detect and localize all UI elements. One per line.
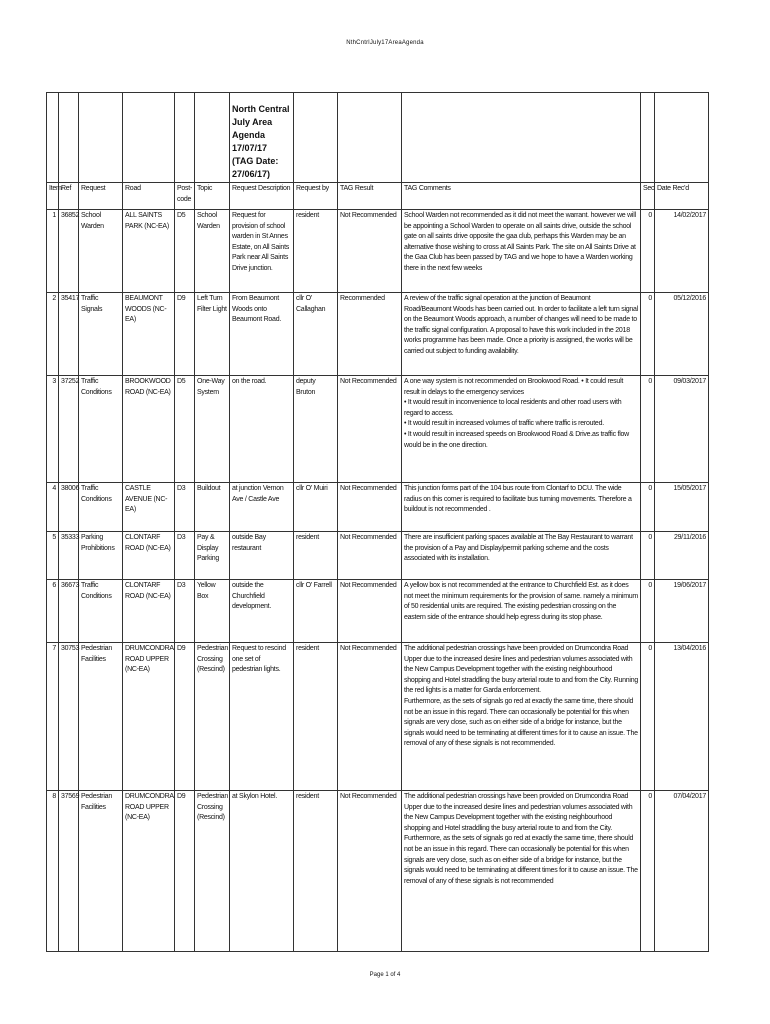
cell-ref: 36852 — [59, 210, 79, 293]
cell-tag-comments: School Warden not recommended as it did not meet the warrant. however we will be appointing a School Warden to operate on all saints drive, outside the school gate on all saints drive opposite the gaa club, perhaps this Warden may be an alternative those wishing to cross at All Saints Park. The site on All Saints Drive at the Gaa Club has been passed by TAG and we hope to have a Warden working there in the next few weeks — [402, 210, 641, 293]
cell-request-by: deputy Bruton — [294, 376, 338, 483]
cell-request-description: at junction Vernon Ave / Castle Ave — [230, 483, 294, 532]
cell-ref: 35333 — [59, 532, 79, 580]
cell-ref: 30753 — [59, 643, 79, 791]
agenda-title-line: North Central — [232, 104, 290, 114]
agenda-title-line: 27/06/17) — [232, 169, 271, 179]
cell-date-recd: 07/04/2017 — [655, 791, 709, 952]
table-row — [47, 483, 709, 532]
cell-postcode: D9 — [175, 293, 195, 376]
cell-date-recd: 05/12/2016 — [655, 293, 709, 376]
cell-request-description: Request to rescind one set of pedestrian lights. — [230, 643, 294, 791]
cell-sec: 0 — [641, 376, 655, 483]
column-header-ref: Ref — [59, 183, 79, 210]
cell-postcode: D3 — [175, 580, 195, 643]
cell-request: Traffic Conditions — [79, 483, 123, 532]
cell-ref: 36673 — [59, 580, 79, 643]
cell-ref: 38006 — [59, 483, 79, 532]
column-header-postcode: Post- code — [175, 183, 195, 210]
column-header-tag-result: TAG Result — [338, 183, 402, 210]
cell-road: DRUMCONDRA ROAD UPPER (NC-EA) — [123, 791, 175, 952]
cell-request-description: Request for provision of school warden in St Annes Estate, on All Saints Park near All Saints Drive junction. — [230, 210, 294, 293]
agenda-title — [230, 93, 294, 183]
cell-request-by: resident — [294, 791, 338, 952]
column-header-sec: Sec — [641, 183, 655, 210]
cell-road: DRUMCONDRA ROAD UPPER (NC-EA) — [123, 643, 175, 791]
cell-sec: 0 — [641, 210, 655, 293]
cell-tag-comments: A one way system is not recommended on Brookwood Road. • It could result result in delays to the emergency services • It would result in inconvenience to local residents and other road users with regard to access. • It would result in increased volumes of traffic where traffic is rerouted. • It would result in increased speeds on Brookwood Road & Drive.as traffic flow would be in the one direction. — [402, 376, 641, 483]
table-row — [47, 532, 709, 580]
cell-request-by: resident — [294, 643, 338, 791]
agenda-title-line: Agenda 17/07/17 — [232, 130, 268, 153]
cell-item: 6 — [47, 580, 59, 643]
cell-item: 8 — [47, 791, 59, 952]
cell-tag-result: Not Recommended — [338, 580, 402, 643]
cell-tag-comments: There are insufficient parking spaces available at The Bay Restaurant to warrant the provision of a Pay and Display/permit parking scheme and the costs associated with its installation. — [402, 532, 641, 580]
column-header-date-recd: Date Rec'd — [655, 183, 709, 210]
cell-postcode: D9 — [175, 791, 195, 952]
cell-sec: 0 — [641, 483, 655, 532]
cell-ref: 37569 — [59, 791, 79, 952]
cell-sec: 0 — [641, 791, 655, 952]
cell-item: 5 — [47, 532, 59, 580]
cell-postcode: D9 — [175, 643, 195, 791]
column-header-item: Item — [47, 183, 59, 210]
cell-request: Traffic Conditions — [79, 376, 123, 483]
cell-tag-result: Not Recommended — [338, 376, 402, 483]
cell-topic: Pedestrian Crossing (Rescind) — [195, 791, 230, 952]
cell-request: Traffic Signals — [79, 293, 123, 376]
cell-ref: 35417 — [59, 293, 79, 376]
agenda-title-line: (TAG Date: — [232, 156, 279, 166]
cell-request: Pedestrian Facilities — [79, 643, 123, 791]
cell-tag-comments: The additional pedestrian crossings have been provided on Drumcondra Road Upper due to the increased desire lines and pedestrian volumes associated with the New Campus Development together with the existing neighbourhood shopping and Hotel straddling the busy arterial route to and from the City. Furthermore, as the sets of signals go red at exactly the same time, there should not be an issue in this regard. There can occasionally be potential for this when signals are very close, such as on either side of a bridge for instance, but the signals would need to be terminating at different times for it to cause an issue. The removal of any of these signals is not recommended — [402, 791, 641, 952]
cell-tag-comments: A yellow box is not recommended at the entrance to Churchfield Est. as it does not meet the minimum requirements for the provision of same. namely a minimum of 50 residential units are required. The existing pedestrian crossing on the eastern side of the entrance should help egress during its stop phase. — [402, 580, 641, 643]
cell-tag-comments: The additional pedestrian crossings have been provided on Drumcondra Road Upper due to the increased desire lines and pedestrian volumes associated with the New Campus Development together with the existing neighbourhood shopping and Hotel straddling the busy arterial route to and from the City. Running the red lights is a matter for Garda enforcement. Furthermore, as the sets of signals go red at exactly the same time, there should not be an issue in this regard. There can occasionally be potential for this when signals are very close, such as on either side of a bridge for instance, but the signals would need to be terminating at different times for it to cause an issue. The removal of any of these signals is not recommended. — [402, 643, 641, 791]
cell-request-description: From Beaumont Woods onto Beaumont Road. — [230, 293, 294, 376]
cell-tag-result: Not Recommended — [338, 483, 402, 532]
cell-request: School Warden — [79, 210, 123, 293]
cell-date-recd: 29/11/2016 — [655, 532, 709, 580]
cell-topic: Pay & Display Parking — [195, 532, 230, 580]
cell-date-recd: 09/03/2017 — [655, 376, 709, 483]
agenda-title-line: July Area — [232, 117, 273, 127]
cell-request-description: outside Bay restaurant — [230, 532, 294, 580]
cell-request-by: resident — [294, 532, 338, 580]
column-header-request-by: Request by — [294, 183, 338, 210]
cell-postcode: D3 — [175, 532, 195, 580]
cell-road: BROOKWOOD ROAD (NC-EA) — [123, 376, 175, 483]
cell-sec: 0 — [641, 532, 655, 580]
table-row — [47, 580, 709, 643]
table-row — [47, 643, 709, 791]
table-row — [47, 791, 709, 952]
cell-topic: Left Turn Filter Light — [195, 293, 230, 376]
cell-road: CLONTARF ROAD (NC-EA) — [123, 580, 175, 643]
cell-request-by: resident — [294, 210, 338, 293]
cell-road: CASTLE AVENUE (NC-EA) — [123, 483, 175, 532]
cell-date-recd: 15/05/2017 — [655, 483, 709, 532]
cell-tag-result: Not Recommended — [338, 643, 402, 791]
cell-tag-result: Not Recommended — [338, 532, 402, 580]
cell-item: 2 — [47, 293, 59, 376]
title-row — [47, 93, 709, 183]
cell-sec: 0 — [641, 293, 655, 376]
column-header-road: Road — [123, 183, 175, 210]
cell-postcode: D5 — [175, 376, 195, 483]
column-header-tag-comments: TAG Comments — [402, 183, 641, 210]
cell-topic: School Warden — [195, 210, 230, 293]
cell-request-by: cllr O' Muiri — [294, 483, 338, 532]
cell-tag-result: Not Recommended — [338, 791, 402, 952]
column-header-request-description: Request Description — [230, 183, 294, 210]
cell-topic: Buildout — [195, 483, 230, 532]
cell-date-recd: 13/04/2016 — [655, 643, 709, 791]
document-header: NthCntrlJuly17AreaAgenda — [346, 40, 424, 46]
cell-tag-result: Recommended — [338, 293, 402, 376]
cell-request-description: at Skylon Hotel. — [230, 791, 294, 952]
table-row — [47, 210, 709, 293]
cell-tag-result: Not Recommended — [338, 210, 402, 293]
cell-request-description: on the road. — [230, 376, 294, 483]
page-number: Page 1 of 4 — [369, 972, 401, 978]
cell-request: Traffic Conditions — [79, 580, 123, 643]
cell-date-recd: 19/06/2017 — [655, 580, 709, 643]
cell-request-by: cllr O' Callaghan — [294, 293, 338, 376]
cell-request: Pedestrian Facilities — [79, 791, 123, 952]
cell-item: 4 — [47, 483, 59, 532]
cell-postcode: D5 — [175, 210, 195, 293]
cell-sec: 0 — [641, 643, 655, 791]
column-header-topic: Topic — [195, 183, 230, 210]
cell-date-recd: 14/02/2017 — [655, 210, 709, 293]
cell-road: BEAUMONT WOODS (NC-EA) — [123, 293, 175, 376]
cell-ref: 37252 — [59, 376, 79, 483]
cell-sec: 0 — [641, 580, 655, 643]
cell-item: 3 — [47, 376, 59, 483]
cell-item: 1 — [47, 210, 59, 293]
cell-postcode: D3 — [175, 483, 195, 532]
table-row — [47, 376, 709, 483]
cell-topic: Yellow Box — [195, 580, 230, 643]
cell-road: ALL SAINTS PARK (NC-EA) — [123, 210, 175, 293]
column-header-row — [47, 183, 709, 210]
cell-request-by: cllr O' Farrell — [294, 580, 338, 643]
cell-topic: Pedestrian Crossing (Rescind) — [195, 643, 230, 791]
cell-item: 7 — [47, 643, 59, 791]
cell-topic: One-Way System — [195, 376, 230, 483]
cell-tag-comments: This junction forms part of the 104 bus route from Clontarf to DCU. The wide radius on this corner is required to facilitate bus turning movements. Therefore a buildout is not recommended . — [402, 483, 641, 532]
cell-request-description: outside the Churchfield development. — [230, 580, 294, 643]
cell-road: CLONTARF ROAD (NC-EA) — [123, 532, 175, 580]
cell-tag-comments: A review of the traffic signal operation at the junction of Beaumont Road/Beaumont Woods has been carried out. In order to facilitate a left turn signal on the Beaumont Woods approach, a number of changes will need to be made to the traffic signal configuration. A proposal to have this work included in the 2018 works programme has been made. Once a priority is assigned, the works will be carried out subject to funding availability. — [402, 293, 641, 376]
agenda-table — [46, 92, 709, 952]
column-header-request: Request — [79, 183, 123, 210]
cell-request: Parking Prohibitions — [79, 532, 123, 580]
table-row — [47, 293, 709, 376]
